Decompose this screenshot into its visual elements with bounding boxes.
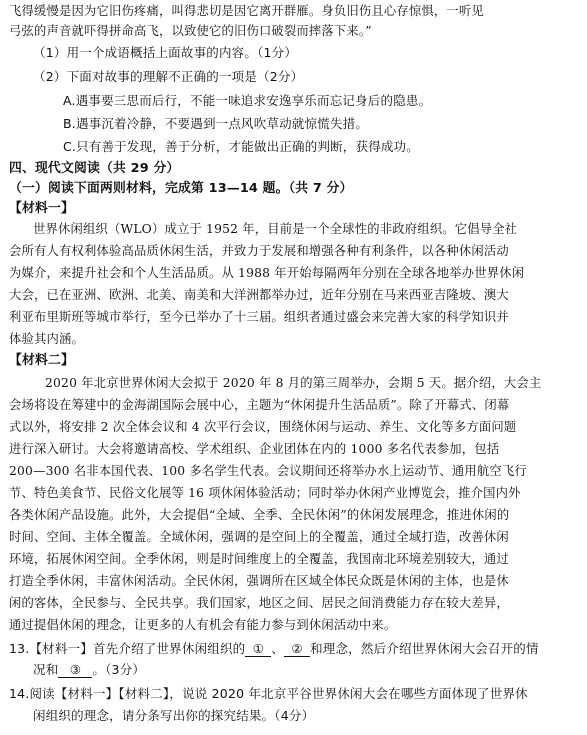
question-11-text: 用一个成语概括上面故事的内容。（1分）	[66, 45, 298, 60]
material-2-line-5: 200—300 名非本国代表、100 多名学生代表。会议期间还将举办水上运动节、通用航空飞行	[9, 464, 527, 478]
material-2-line-8: 时间、空间、主体全覆盖。全域休闲，强调的是空间上的全覆盖，通过全域打造，改善休闲	[9, 530, 509, 544]
material-1-line-4: 大会，已在亚洲、欧洲、北美、南美和大洋洲都举办过，近年分别在马来西亚吉隆坡、澳大	[9, 288, 509, 302]
question-13-sep: 、	[271, 641, 285, 656]
story-tail-line-2: 弓弦的声音就吓得拼命高飞，以致使它的旧伤口破裂而摔落下来。”	[9, 24, 372, 38]
question-11-prefix: （1）	[33, 45, 67, 60]
material-2-line-10: 打造全季休闲，丰富休闲活动。全民休闲，强调所在区域全体民众既是休闲的主体，也是休	[9, 574, 509, 588]
material-2-line-6: 节、特色美食节、民俗文化展等 16 项休闲体验活动；同时举办休闲产业博览会，推介国内外	[9, 486, 521, 500]
section-4-heading: 四、现代文阅读（共 29 分）	[9, 161, 180, 176]
answer-blank-3[interactable]: ③	[58, 663, 92, 678]
question-13-text-c: 况和	[33, 662, 59, 677]
question-13-line-2	[33, 661, 577, 679]
material-2-line-9: 环境，拓展休闲空间。全季休闲，则是时间维度上的全覆盖，我国南北环境差别较大，通过	[9, 552, 509, 566]
question-12	[33, 68, 577, 86]
question-14-number: 14.	[9, 686, 30, 701]
material-2-line-2: 会场将设在筹建中的金海湖国际会展中心，主题为“休闲提升生活品质”。除了开幕式、闭幕	[9, 398, 510, 412]
material-2-line-11: 闲的客体，全民参与、全民共享。我们国家，地区之间、居民之间消费能力存在较大差异，	[9, 596, 509, 610]
answer-blank-1[interactable]: ①	[245, 642, 271, 657]
material-1-label: 【材料一】	[9, 201, 74, 216]
question-13	[9, 640, 577, 658]
answer-blank-2[interactable]: ②	[284, 642, 310, 657]
question-14-line-2: 闲组织的理念，请分条写出你的探究结果。（4分）	[33, 708, 315, 723]
option-c: C.只有善于发现，善于分析，才能做出正确的判断，获得成功。	[63, 139, 420, 154]
part-1-heading: （一）阅读下面两则材料，完成第 13—14 题。（共 7 分）	[9, 181, 353, 196]
question-11	[33, 44, 577, 62]
story-tail-line-1: 飞得缓慢是因为它旧伤疼痛，叫得悲切是因它离开群雁。身负旧伤且心存惊惧，一听见	[9, 4, 484, 18]
question-14	[9, 685, 577, 703]
question-12-text: 下面对故事的理解不正确的一项是（2分）	[66, 69, 304, 84]
material-2-line-1: 2020 年北京世界休闲大会拟于 2020 年 8 月的第三周举办，会期 5 天。据介绍，大会主	[45, 376, 542, 390]
material-2-line-7: 各类休闲产品设施。此外，大会提倡“全域、全季、全民休闲”的休闲发展理念，推进休闲的	[9, 508, 510, 522]
material-2-line-3: 式以外，将安排 2 次全体会议和 4 次平行会议，围绕休闲与运动、养生、文化等多方面问题	[9, 420, 517, 434]
question-13-number: 13.	[9, 641, 30, 656]
question-12-prefix: （2）	[33, 69, 67, 84]
question-13-text-d: 。（3分）	[92, 662, 146, 677]
material-2-line-4: 进行深入研讨。大会将邀请高校、学术组织、企业团体在内的 1000 多名代表参加，包括	[9, 442, 500, 456]
option-b: B.遇事沉着冷静，不要遇到一点风吹草动就惊慌失措。	[63, 116, 369, 131]
question-13-text-b: 和理念，然后介绍世界休闲大会召开的情	[310, 641, 539, 656]
material-1-line-1: 世界休闲组织（WLO）成立于 1952 年，目前是一个全球性的非政府组织。它倡导全社	[33, 222, 518, 236]
material-1-line-2: 会所有人有权利体验高品质休闲生活，并致力于发展和增强各种有利条件，以各种休闲活动	[9, 244, 509, 258]
material-1-line-5: 利亚布里斯班等城市举行，至今已举办了十三届。组织者通过盛会来完善大家的科学知识并	[9, 310, 509, 324]
material-2-line-12: 通过提倡休闲的理念，让更多的人有机会有能力参与到休闲活动中来。	[9, 618, 397, 632]
material-2-label: 【材料二】	[9, 353, 74, 368]
option-a: A.遇事要三思而后行，不能一味追求安逸享乐而忘记身后的隐患。	[63, 93, 432, 108]
material-1-line-6: 体验其内涵。	[9, 332, 84, 346]
question-14-text-1: 阅读【材料一】【材料二】，说说 2020 年北京平谷世界休闲大会在哪些方面体现了世界休	[29, 686, 528, 701]
material-1-line-3: 为媒介，来提升社会和个人生活品质。从 1988 年开始每隔两年分别在全球各地举办世界休闲	[9, 266, 525, 280]
question-13-text-a: 【材料一】首先介绍了世界休闲组织的	[29, 641, 246, 656]
